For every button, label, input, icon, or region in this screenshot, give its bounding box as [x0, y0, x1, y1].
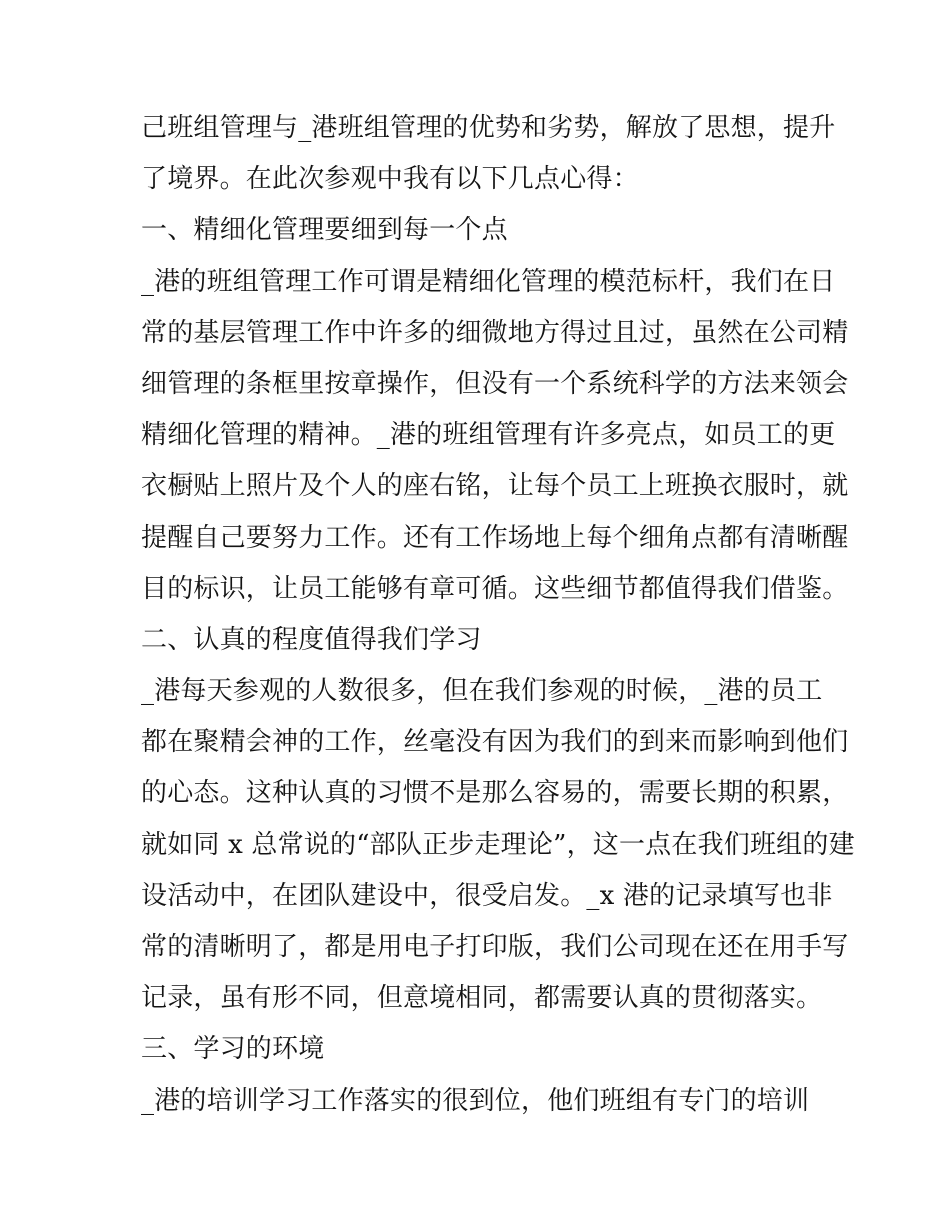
text-line: 衣橱贴上照片及个人的座右铭，让每个员工上班换衣服时，就: [141, 471, 849, 502]
section-heading: 二、认真的程度值得我们学习: [141, 624, 482, 655]
text-line: 常的清晰明了，都是用电子打印版，我们公司现在还在用手写: [141, 932, 849, 962]
text-line: 细管理的条框里按章操作，但没有一个系统科学的方法来领会: [141, 368, 849, 399]
section-heading: 一、精细化管理要细到每一个点: [141, 215, 508, 246]
text-line: 记录，虽有形不同，但意境相同，都需要认真的贯彻落实。: [141, 983, 823, 1014]
text-line: 常的基层管理工作中许多的细微地方得过且过，虽然在公司精: [141, 317, 849, 348]
text-line: _港每天参观的人数很多，但在我们参观的时候，_港的员工: [141, 676, 823, 707]
document-body: [141, 103, 855, 1127]
section-heading: 三、学习的环境: [141, 1034, 325, 1065]
text-line: 的心态。这种认真的习惯不是那么容易的，需要长期的积累，: [141, 778, 849, 809]
text-line: 设活动中，在团队建设中，很受启发。_x 港的记录填写也非: [141, 880, 833, 911]
text-line: 了境界。在此次参观中我有以下几点心得：: [141, 164, 639, 195]
text-line: 精细化管理的精神。_港的班组管理有许多亮点，如员工的更: [141, 420, 836, 451]
text-line: 提醒自己要努力工作。还有工作场地上每个细角点都有清晰醒: [141, 522, 849, 553]
text-line: _港的班组管理工作可谓是精细化管理的模范标杆，我们在日: [141, 266, 836, 297]
text-line: _港的培训学习工作落实的很到位，他们班组有专门的培训: [141, 1085, 810, 1116]
text-line: 目的标识，让员工能够有章可循。这些细节都值得我们借鉴。: [141, 573, 849, 604]
text-line: 就如同 x 总常说的“部队正步走理论”，这一点在我们班组的建: [141, 829, 855, 860]
text-line: 都在聚精会神的工作，丝毫没有因为我们的到来而影响到他们: [141, 727, 849, 758]
text-line: 己班组管理与_港班组管理的优势和劣势，解放了思想，提升: [141, 113, 836, 143]
